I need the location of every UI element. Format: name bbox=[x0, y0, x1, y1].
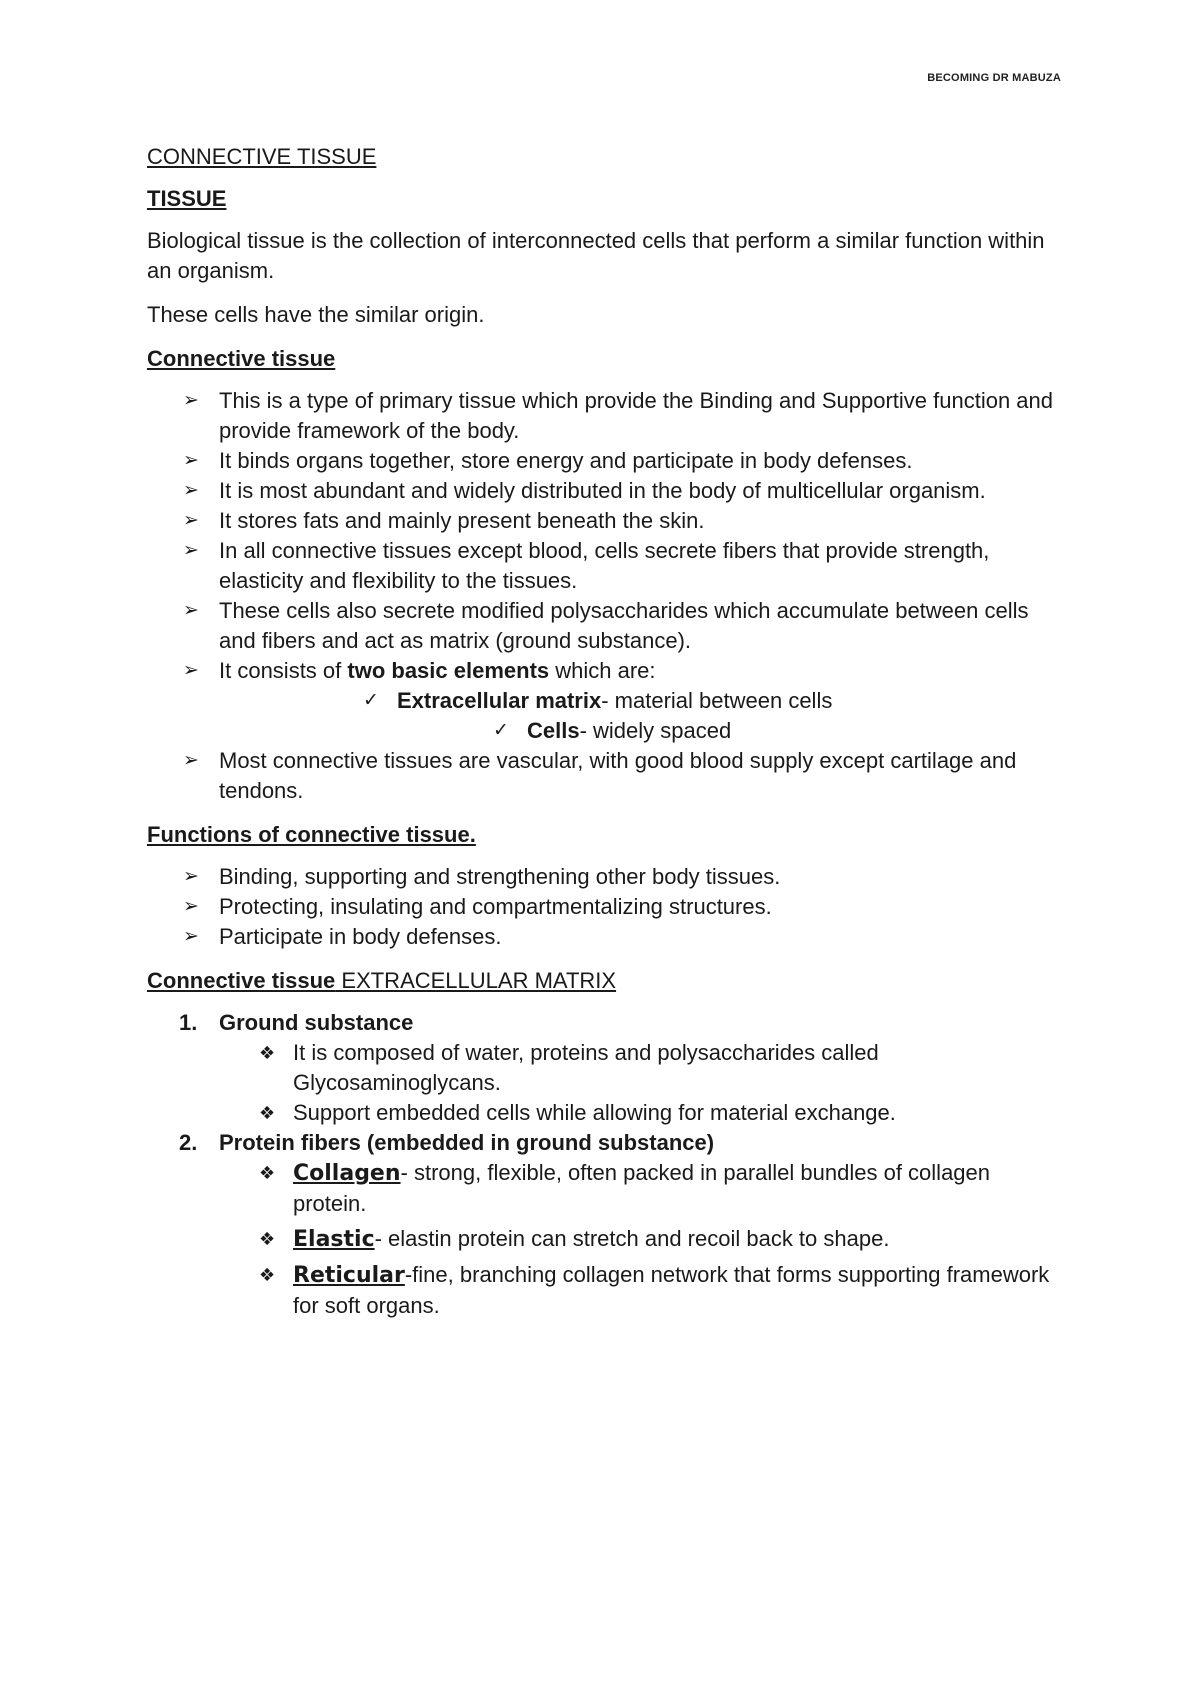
section-heading-extracellular-matrix: Connective tissue EXTRACELLULAR MATRIX bbox=[147, 968, 617, 993]
list-item: ➢ These cells also secrete modified polysaccharides which accumulate between cells and fibers and act as matrix (ground substance). bbox=[183, 598, 1029, 653]
diamond-bullet-icon: ❖ bbox=[259, 1103, 276, 1123]
list-item-ground-substance: 1. Ground substance ❖ It is composed of water, proteins and polysaccharides called Glycosaminoglycans. ❖ Support embedded cells while allowing for material exchange. bbox=[147, 1008, 1067, 1128]
arrow-bullet-icon: ➢ bbox=[183, 926, 199, 947]
arrow-bullet-icon: ➢ bbox=[183, 600, 199, 621]
list-item: ➢ Binding, supporting and strengthening other body tissues. bbox=[147, 862, 1067, 892]
section-heading-tissue: TISSUE bbox=[147, 186, 227, 211]
document-title: CONNECTIVE TISSUE bbox=[147, 144, 377, 169]
arrow-bullet-icon: ➢ bbox=[183, 660, 199, 681]
list-item: ❖ It is composed of water, proteins and polysaccharides called Glycosaminoglycans. bbox=[259, 1040, 879, 1095]
arrow-bullet-icon: ➢ bbox=[183, 540, 199, 561]
list-item-protein-fibers: 2. Protein fibers (embedded in ground substance) ❖ Collagen- strong, flexible, often packed in parallel bundles of collagen protein. ❖ Elastic- elastin protein can stretch and recoil back to shape. ❖ Reticular-fine, branching collagen network that forms supporting framework for soft organs. bbox=[147, 1128, 1067, 1321]
section-heading-functions: Functions of connective tissue. bbox=[147, 822, 476, 847]
list-item: ➢ It consists of two basic elements which are: bbox=[147, 656, 1067, 686]
list-item: ❖ Support embedded cells while allowing for material exchange. bbox=[219, 1098, 1067, 1128]
arrow-bullet-icon: ➢ bbox=[183, 450, 199, 471]
list-item: ➢ This is a type of primary tissue which provide the Binding and Supportive function and provide framework of the body. bbox=[183, 388, 1054, 443]
ground-substance-list bbox=[219, 1038, 1067, 1128]
diamond-bullet-icon: ❖ bbox=[259, 1043, 276, 1063]
arrow-bullet-icon: ➢ bbox=[183, 896, 199, 917]
connective-tissue-list bbox=[147, 386, 1067, 806]
document-body bbox=[147, 142, 1067, 1326]
arrow-bullet-icon: ➢ bbox=[183, 750, 199, 771]
arrow-bullet-icon: ➢ bbox=[183, 866, 199, 887]
list-item: ➢ In all connective tissues except blood, cells secrete fibers that provide strength, elasticity and flexibility to the tissues. bbox=[183, 538, 990, 593]
list-item: ❖ Collagen- strong, flexible, often packed in parallel bundles of collagen protein. bbox=[259, 1160, 991, 1216]
list-item: ❖ Elastic- elastin protein can stretch and recoil back to shape. bbox=[259, 1226, 890, 1252]
tissue-origin: These cells have the similar origin. bbox=[147, 302, 485, 327]
matrix-list bbox=[147, 1008, 1067, 1321]
arrow-bullet-icon: ➢ bbox=[183, 390, 199, 411]
diamond-bullet-icon: ❖ bbox=[259, 1265, 276, 1285]
list-item: ➢ It binds organs together, store energy and participate in body defenses. bbox=[147, 446, 1067, 476]
diamond-bullet-icon: ❖ bbox=[259, 1229, 276, 1249]
tissue-definition: Biological tissue is the collection of interconnected cells that perform a similar function within an organism. bbox=[147, 228, 1045, 283]
list-item-element-cells: ✓ Cells- widely spaced bbox=[147, 716, 1067, 746]
list-item-element-matrix: ✓ Extracellular matrix- material between cells bbox=[147, 686, 1067, 716]
list-item: ➢ It stores fats and mainly present beneath the skin. bbox=[147, 506, 1067, 536]
protein-fibers-list bbox=[219, 1158, 1067, 1321]
arrow-bullet-icon: ➢ bbox=[183, 480, 199, 501]
check-icon: ✓ bbox=[493, 720, 509, 741]
check-icon: ✓ bbox=[363, 690, 379, 711]
list-item: ➢ Protecting, insulating and compartmentalizing structures. bbox=[147, 892, 1067, 922]
list-item: ➢ It is most abundant and widely distributed in the body of multicellular organism. bbox=[147, 476, 1067, 506]
list-item: ➢ Participate in body defenses. bbox=[147, 922, 1067, 952]
page-header: BECOMING DR MABUZA bbox=[927, 72, 1061, 84]
diamond-bullet-icon: ❖ bbox=[259, 1163, 276, 1183]
list-item: ➢ Most connective tissues are vascular, with good blood supply except cartilage and tendons. bbox=[183, 748, 1017, 803]
arrow-bullet-icon: ➢ bbox=[183, 510, 199, 531]
section-heading-connective-tissue: Connective tissue bbox=[147, 346, 336, 371]
functions-list bbox=[147, 862, 1067, 952]
list-item: ❖ Reticular-fine, branching collagen network that forms supporting framework for soft organs. bbox=[259, 1262, 1050, 1318]
